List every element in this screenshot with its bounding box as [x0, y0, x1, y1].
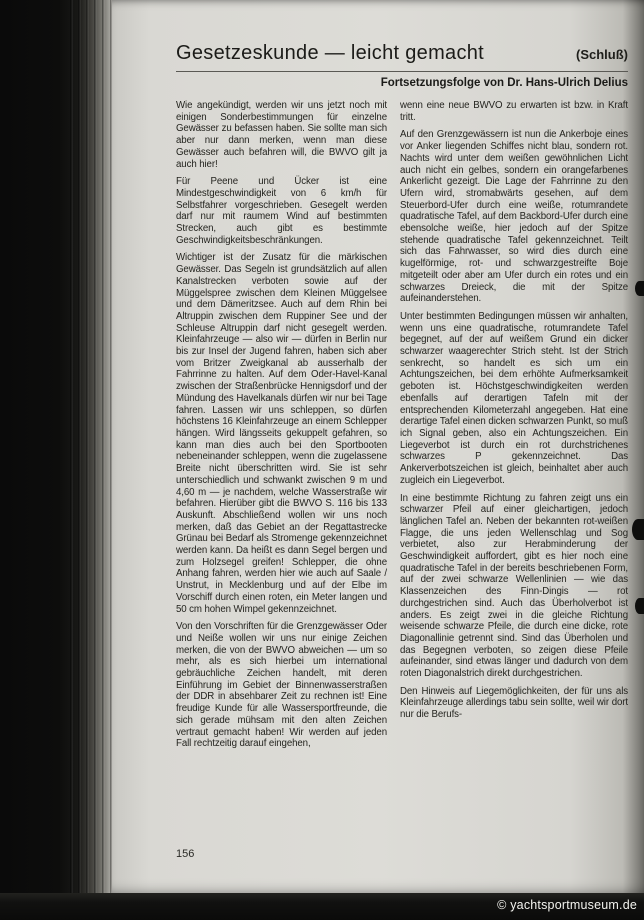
paragraph: Unter bestimmten Bedingungen müssen wir anhalten, wenn uns eine quadratische, rotumrandete Tafel begegnet, auf der auf weißem Grund ein dicker schwarzer waagerechter Strich steht. Ist der Strich senkrecht, so handelt es sich um ein Achtungszeichen, bei dem erhöhte Aufmerksamkeit geboten ist. Höchstgeschwindigkeiten werden ebenfalls auf derartigen Tafeln mit der entsprechenden Kilometerzahl angegeben. Hat eine derartige Tafel einen dicken schwarzen Punkt, so muß ich Signal geben, also ein Achtungszeichen. Ein Liegeverbot ist durch ein rot durchstrichenes schwarzes P gekennzeichnet. Das Ankerverbotszeichen ist gleich, beinhaltet aber auch zugleich ein Liegeverbot.: [400, 310, 628, 486]
watermark: © yachtsportmuseum.de: [497, 898, 637, 912]
header-divider: [176, 71, 628, 72]
paper-page: [112, 0, 644, 895]
title-row: [176, 42, 628, 65]
left-column: [176, 100, 387, 886]
right-column: [400, 100, 628, 886]
paragraph: Wie angekündigt, werden wir uns jetzt noch mit einigen Sonderbestimmungen für einzelne Gewässer zu befassen haben. Sie sollte man sich aber nur dann merken, wenn man diese Gewässer auch befahren will, die BWVO gilt ja auch hier!: [176, 100, 387, 170]
paragraph: Für Peene und Ücker ist eine Mindestgeschwindigkeit von 6 km/h für Selbstfahrer vorgeschrieben. Gesegelt werden darf nur mit raumem Wind auf bestimmten Strecken, auch gibt es bestimmte Geschwindigkeitsbeschränkungen.: [176, 176, 387, 246]
paragraph: Den Hinweis auf Liegemöglichkeiten, der für uns als Kleinfahrzeuge allerdings tabu sein sollte, weil wir dort nur die Berufs-: [400, 685, 628, 721]
paragraph: Auf den Grenzgewässern ist nun die Ankerboje eines vor Anker liegenden Schiffes nicht blau, sondern rot. Nachts wird unter dem weißen gewöhnlichen Licht auch nicht ein gelbes, sondern ein orangefarbenes Ankerlicht gezeigt. Die Lage der Fahrrinne zu den Ufern wird, stromabwärts gesehen, auf dem Steuerbord-Ufer durch eine weiße, rotumrandete quadratische Tafel, auf dem Backbord-Ufer durch eine ebensolche weiße, hier jedoch auf der Spitze stehende quadratische Tafel gekennzeichnet. Teilt sich das Fahrwasser, so wird dies durch eine kugelförmige, rot- und schwarzgestreifte Boje mitgeteilt oder aber am Ufer durch ein rotes und ein schwarzes Dreieck, die mit der Spitze aufeinanderstehen.: [400, 129, 628, 305]
paragraph: wenn eine neue BWVO zu erwarten ist bzw. in Kraft tritt.: [400, 100, 628, 123]
paragraph: Von den Vorschriften für die Grenzgewässer Oder und Neiße wollen wir uns nur einige Zeichen merken, die von der BWVO abweichen — um so mehr, als es sich hierbei um international gebräuchliche Zeichen handelt, mit deren Einführung im Gebiet der Binnenwasserstraßen der DDR in absehbarer Zeit zu rechnen ist! Eine freudige Kunde für alle Wassersportfreunde, die sich gerade mühsam mit den alten Zeichen vertraut gemacht haben! Wir werden auf jeden Fall rechtzeitig darauf eingehen,: [176, 621, 387, 750]
page-number: 156: [176, 848, 195, 860]
scan-artifact: [635, 598, 644, 614]
article-part-label: (Schluß): [576, 47, 628, 62]
paragraph: In eine bestimmte Richtung zu fahren zeigt uns ein schwarzer Pfeil auf einer gleichartigen, jedoch länglichen Tafel an. Neben der bekannten rot-weißen Flagge, die uns jeden Wellenschlag und Sog verbietet, also zur Herabminderung der Geschwindigkeit auffordert, gibt es hier noch eine quadratische Tafel in der bereits beschriebenen Form, auf der zwei schwarze Wellenlinien — wie das Klassenzeichen des Finn-Dingis — rot durchgestrichen sind. Auch das Überholverbot ist anders. Es zeigt zwei in die gleiche Richtung weisende schwarze Pfeile, die durch eine dicke, rote Diagonallinie getrennt sind. Sind das Überholen und das Begegnen verboten, so zeigen diese Pfeile aufeinander, sind etwas länger und dadurch von dem roten Diagonalstrich direkt durchgestrichen.: [400, 492, 628, 680]
article-title: Gesetzeskunde — leicht gemacht: [176, 42, 485, 64]
paragraph: Wichtiger ist der Zusatz für die märkischen Gewässer. Das Segeln ist grundsätzlich auf allen Kanalstrecken verboten sowie auf der Müggelspree zwischen dem Kleinen Müggelsee und dem Dämeritzsee. Auch auf dem Rhin bei Altruppin zwischen dem Ruppiner See und der Schleuse Altruppin darf nicht gesegelt werden. Kleinfahrzeuge — also wir — dürfen in Berlin nur bis zur Insel der Jugend fahren, haben sich aber vom Britzer Zweigkanal ab ausserhalb der Fahrrinne zu halten. Auf dem Oder-Havel-Kanal zwischen der Straßenbrücke Hennigsdorf und der Mündung des Havelkanals dürfen wir nur bei Tage fahren. Lassen wir uns schleppen, so dürfen höchstens 16 Kleinfahrzeuge an einem Schlepper hängen. Wird längsseits gekuppelt gefahren, so kann man dies auch bei den Sportbooten nebeneinander schleppen, wenn die zugelassene Breite nicht überschritten wird. Sie ist sehr unterschiedlich und schwankt zwischen 9 m und 4,60 m — je nachdem, welche Wasserstraße wir befahren. Hierüber gibt die BWVO S. 116 bis 133 Auskunft. Abschließend wollen wir uns noch merken, daß das Gebiet an der Regattastrecke Grünau bei Bedarf als Stromenge gekennzeichnet werden kann. Da heißt es dann Segel bergen und zum Holzsegel greifen! Schlepper, die ohne Anhang fahren, werden hier wie auch auf Saale / Unstrut, in Mecklenburg und auf der Elbe im Vorschiff durch einen roten, ein Meter langen und 50 cm hohen Wimpel gekennzeichnet.: [176, 252, 387, 615]
article-header: [176, 42, 628, 89]
text-columns: [176, 100, 628, 886]
scan-artifact: [632, 519, 644, 540]
scan-artifact: [635, 281, 644, 296]
article-subtitle: Fortsetzungsfolge von Dr. Hans-Ulrich Delius: [380, 77, 628, 89]
book-spine-shadow: [0, 0, 118, 920]
